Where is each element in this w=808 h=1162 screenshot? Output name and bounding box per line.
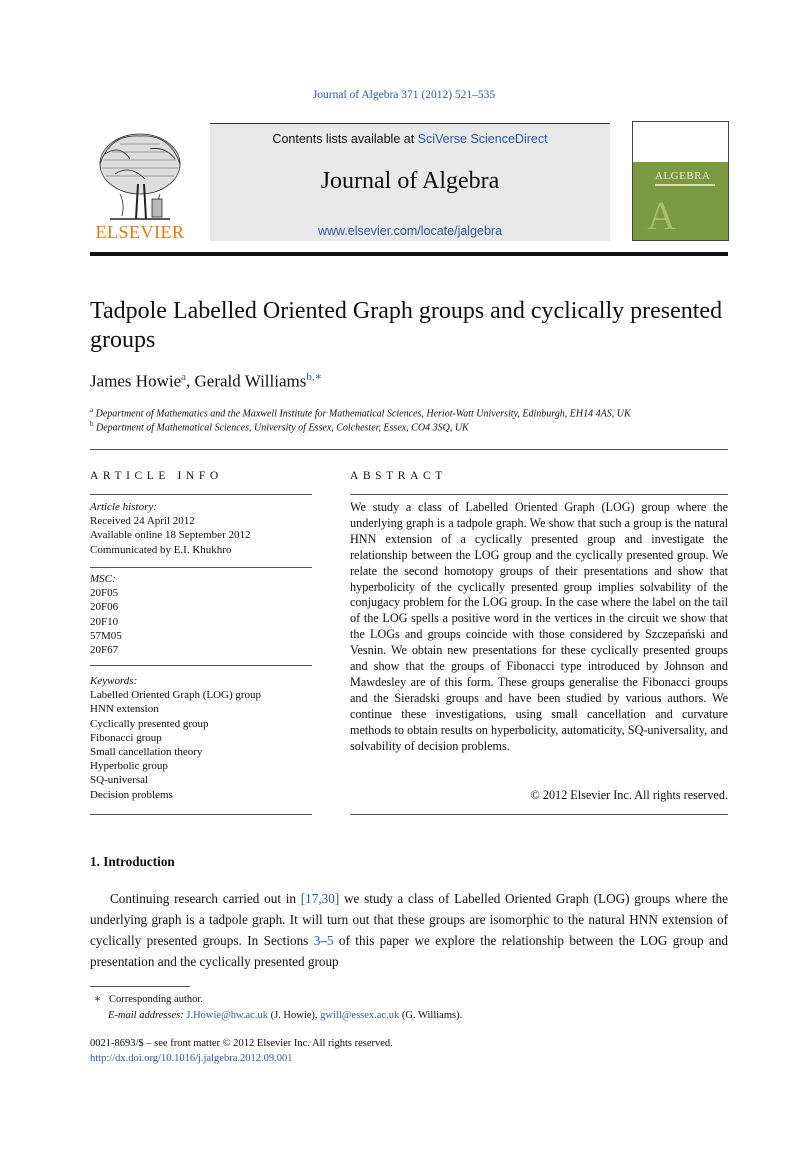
keyword-item: Hyperbolic group bbox=[90, 760, 168, 773]
footnote-emails: E-mail addresses: J.Howie@hw.ac.uk (J. Howie), gwill@essex.ac.uk (G. Williams). bbox=[108, 1010, 463, 1021]
issn-line: 0021-8693/$ – see front matter © 2012 Elsevier Inc. All rights reserved. bbox=[90, 1038, 393, 1049]
section-link[interactable]: 3 bbox=[313, 933, 321, 948]
divider bbox=[90, 494, 312, 495]
doi-link[interactable]: http://dx.doi.org/10.1016/j.jalgebra.2012.09.001 bbox=[90, 1053, 293, 1064]
citation-link[interactable]: [17,30] bbox=[300, 891, 340, 906]
elsevier-logo bbox=[90, 124, 190, 242]
divider bbox=[350, 814, 728, 815]
abstract-text: We study a class of Labelled Oriented Graph (LOG) group where the underlying graph is a tadpole graph. We show that such a group is the natural HNN extension of a cyclically presented group and investigate the relationship between the LOG group and the cyclically presented group. We relate the second homotopy groups of their presentations and show that hyperbolicity of the cyclically presented group implies solvability of the conjugacy problem for the LOG group. In the case where the label on the tail of the LOG spells a positive word in the vertices in the circuit we show that the LOGs and groups coincide with those considered by Szczepański and Vesnin. We obtain new presentations for these cyclically presented groups and show that the groups of Fibonacci type introduced by Johnson and Mawdesley are of this form. These groups generalise the Fibonacci groups and the Sieradski groups and have been studied by various authors. We continue these investigations, using small cancellation and curvature methods to obtain results on hyperbolicity, automaticity, SQ-universality, and solvability of decision problems. bbox=[350, 500, 728, 753]
cover-letter: A bbox=[647, 193, 676, 238]
keyword-item: SQ-universal bbox=[90, 774, 149, 787]
article-history: Article history: Received 24 April 2012 Available online 18 September 2012 Communicated by E.I. Khukhro bbox=[90, 500, 312, 557]
contents-line bbox=[210, 132, 610, 146]
keyword-item: Decision problems bbox=[90, 788, 173, 801]
publisher-wordmark: ELSEVIER bbox=[95, 222, 185, 242]
journal-name: Journal of Algebra bbox=[320, 168, 500, 194]
author-affil-mark[interactable]: a bbox=[181, 371, 187, 383]
article-info-heading: ARTICLE INFO bbox=[90, 470, 223, 482]
author-name: James Howie bbox=[90, 371, 182, 391]
divider bbox=[90, 665, 312, 666]
keyword-item: Small cancellation theory bbox=[90, 746, 203, 759]
msc-item: 57M05 bbox=[90, 629, 122, 642]
divider bbox=[90, 567, 312, 568]
affiliation: $^b$ Department of Mathematical Sciences, University of Essex, Colchester, Essex, CO4 3SQ, UK bbox=[90, 420, 469, 434]
footnote-rule bbox=[90, 986, 190, 987]
keyword-item: Fibonacci group bbox=[90, 731, 162, 744]
journal-header-box bbox=[210, 123, 610, 241]
keyword-item: HNN extension bbox=[90, 703, 159, 716]
keyword-item: Cyclically presented group bbox=[90, 717, 209, 730]
email-link[interactable]: gwill@essex.ac.uk bbox=[320, 1010, 400, 1021]
section-heading: 1. Introduction bbox=[90, 854, 175, 869]
msc-item: 20F67 bbox=[90, 644, 119, 657]
author-list: James Howie$^a$, Gerald Williams$^{b,∗}$ bbox=[90, 371, 323, 391]
msc-codes: MSC: 20F05 20F06 20F10 57M05 20F67 bbox=[90, 572, 312, 657]
abstract-copyright: © 2012 Elsevier Inc. All rights reserved. bbox=[530, 788, 728, 802]
msc-item: 20F10 bbox=[90, 615, 119, 628]
divider bbox=[90, 814, 312, 815]
cover-title: ALGEBRA bbox=[655, 170, 711, 182]
affiliation: $^a$ Department of Mathematics and the Maxwell Institute for Mathematical Sciences, Heriot-Watt University, Edinburgh, EH14 4AS, UK bbox=[90, 406, 631, 420]
sciencedirect-link[interactable]: SciVerse ScienceDirect bbox=[417, 132, 548, 146]
keyword-item: Labelled Oriented Graph (LOG) group bbox=[90, 689, 262, 702]
author-affil-mark[interactable]: b,∗ bbox=[306, 371, 323, 383]
history-item: Received 24 April 2012 bbox=[90, 515, 195, 528]
article-title: Tadpole Labelled Oriented Graph groups and cyclically presented groups bbox=[90, 298, 723, 353]
keywords: Keywords: Labelled Oriented Graph (LOG) group HNN extension Cyclically presented group Fibonacci group Small cancellation theory Hyperbolic group SQ-universal Decision problems bbox=[90, 674, 312, 802]
divider bbox=[90, 449, 728, 450]
msc-item: 20F05 bbox=[90, 587, 119, 600]
section-link[interactable]: 5 bbox=[326, 933, 334, 948]
contents-prefix: Contents lists available at bbox=[272, 132, 418, 146]
history-item: Available online 18 September 2012 bbox=[90, 529, 251, 542]
history-item: Communicated by E.I. Khukhro bbox=[90, 543, 232, 556]
author-name: Gerald Williams bbox=[194, 371, 307, 391]
footnote-corresponding: ∗ Corresponding author. bbox=[94, 994, 203, 1005]
msc-item: 20F06 bbox=[90, 601, 119, 614]
intro-paragraph: Continuing research carried out in [17,30] we study a class of Labelled Oriented Graph (LOG) groups where the underlying graph is a tadpole graph. It will turn out that these groups are isomorphic to the natural HNN extension of cyclically presented groups. In Sections 3–5 of this paper we explore the relationship between the LOG group and presentation and the cyclically presented group bbox=[90, 891, 729, 969]
journal-cover bbox=[632, 121, 729, 241]
divider bbox=[350, 494, 728, 495]
journal-url-link[interactable]: www.elsevier.com/locate/jalgebra bbox=[317, 224, 503, 238]
abstract-heading: ABSTRACT bbox=[350, 470, 447, 482]
email-link[interactable]: J.Howie@hw.ac.uk bbox=[186, 1010, 268, 1021]
journal-citation[interactable]: Journal of Algebra 371 (2012) 521–535 bbox=[312, 89, 496, 101]
header-rule bbox=[90, 252, 728, 256]
